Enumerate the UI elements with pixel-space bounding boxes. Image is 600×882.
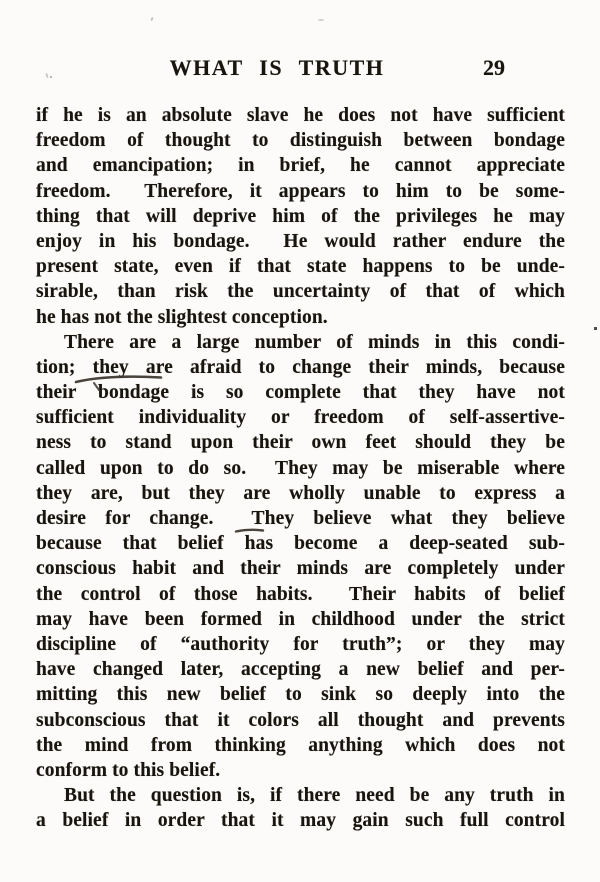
text-line: desire for change. They believe what they believe <box>36 508 565 529</box>
text-line: freedom of thought to distinguish between bondage <box>36 130 565 152</box>
text-line: they are, but they are wholly unable to express a <box>36 482 565 504</box>
text-line: freedom. Therefore, it appears to him to be some- <box>36 180 565 202</box>
running-head <box>0 55 600 85</box>
text-line: enjoy in his bondage. He would rather endure the <box>36 230 565 252</box>
text-line: have changed later, accepting a new belief and per- <box>36 659 565 681</box>
text-line: discipline of “authority for truth”; or they may <box>36 633 565 655</box>
text-line: present state, even if that state happens to be unde- <box>36 256 565 278</box>
text-line: sufficient individuality or freedom of self-assertive- <box>36 407 565 429</box>
text-line: the mind from thinking anything which does not <box>36 734 565 756</box>
text-line: But the question is, if there need be any truth in <box>64 785 565 807</box>
body-text <box>36 103 565 833</box>
text-line: and emancipation; in brief, he cannot appreciate <box>36 155 565 177</box>
text-line: a belief in order that it may gain such full control <box>36 810 565 832</box>
scan-speck <box>594 327 597 330</box>
text-line: if he is an absolute slave he does not have sufficient <box>36 105 565 126</box>
scan-speck <box>318 19 324 21</box>
text-line: because that belief has become a deep-seated sub- <box>36 533 565 555</box>
text-line: sirable, than risk the uncertainty of that of which <box>36 281 565 303</box>
text-line: conform to this belief. <box>36 759 221 781</box>
text-line: ness to stand upon their own feet should they be <box>36 432 565 454</box>
text-line: There are a large number of minds in this condi- <box>64 331 565 353</box>
text-line: the control of those habits. Their habits of belief <box>36 583 565 605</box>
text-line: called upon to do so. They may be miserable where <box>36 457 565 479</box>
text-line: thing that will deprive him of the privileges he may <box>36 205 565 227</box>
page-title: WHAT IS TRUTH <box>169 55 385 80</box>
scan-speck <box>150 17 153 21</box>
text-line: he has not the slightest conception. <box>36 306 328 328</box>
text-line: mitting this new belief to sink so deeply into the <box>36 684 565 706</box>
text-line: may have been formed in childhood under the strict <box>36 608 565 630</box>
scan-speck <box>50 76 52 78</box>
page-number: 29 <box>483 55 505 80</box>
text-line: subconscious that it colors all thought and prevents <box>36 709 565 731</box>
text-line: conscious habit and their minds are completely under <box>36 558 565 580</box>
text-line: their bondage is so complete that they have not <box>36 382 565 404</box>
text-line: tion; they are afraid to change their minds, because <box>36 356 565 378</box>
